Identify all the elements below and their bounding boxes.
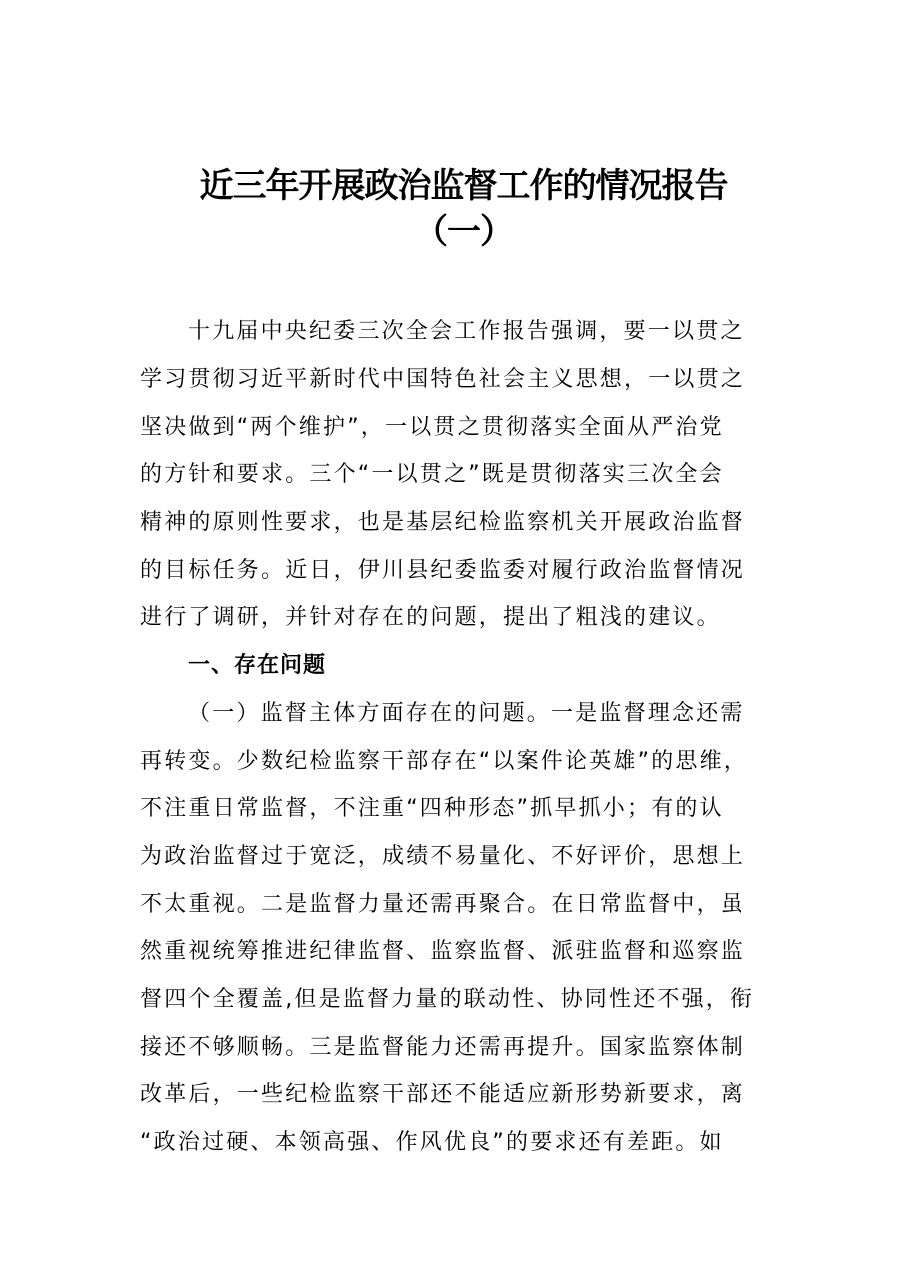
section-heading: 一、存在问题 [188, 653, 327, 678]
document-title: 近三年开展政治监督工作的情况报告 [199, 166, 728, 206]
paragraph-line: 接还不够顺畅。三是监督能力还需再提升。国家监察体制 [140, 1035, 746, 1060]
paragraph-line: 为政治监督过于宽泛，成绩不易量化、不好评价，思想上 [140, 844, 746, 869]
paragraph-line: 坚决做到“两个维护”，一以贯之贯彻落实全面从严治党 [140, 415, 724, 440]
paragraph-line: 再转变。少数纪检监察干部存在“以案件论英雄”的思维， [140, 749, 748, 774]
paragraph-line: 进行了调研，并针对存在的问题，提出了粗浅的建议。 [140, 605, 721, 630]
paragraph-line: （一）监督主体方面存在的问题。一是监督理念还需 [188, 701, 745, 726]
paragraph-line: 督四个全覆盖,但是监督力量的联动性、协同性还不强，衔 [140, 987, 755, 1012]
paragraph-line: 学习贯彻习近平新时代中国特色社会主义思想，一以贯之 [140, 367, 746, 392]
paragraph-line: 精神的原则性要求，也是基层纪检监察机关开展政治监督 [140, 510, 746, 535]
paragraph-line: 的方针和要求。三个“一以贯之”既是贯彻落实三次全会 [140, 462, 724, 487]
paragraph-line: 改革后，一些纪检监察干部还不能适应新形势新要求，离 [140, 1082, 746, 1107]
paragraph-line: “政治过硬、本领高强、作风优良”的要求还有差距。如 [140, 1130, 724, 1155]
paragraph-line: 的目标任务。近日，伊川县纪委监委对履行政治监督情况 [140, 558, 746, 583]
paragraph-line: 不注重日常监督，不注重“四种形态”抓早抓小；有的认 [140, 796, 724, 821]
paragraph-line: 十九届中央纪委三次全会工作报告强调，要一以贯之 [188, 319, 745, 344]
document-title-number: （一） [414, 212, 513, 252]
paragraph-line: 不太重视。二是监督力量还需再聚合。在日常监督中，虽 [140, 892, 746, 917]
paragraph-line: 然重视统筹推进纪律监督、监察监督、派驻监督和巡察监 [140, 939, 746, 964]
